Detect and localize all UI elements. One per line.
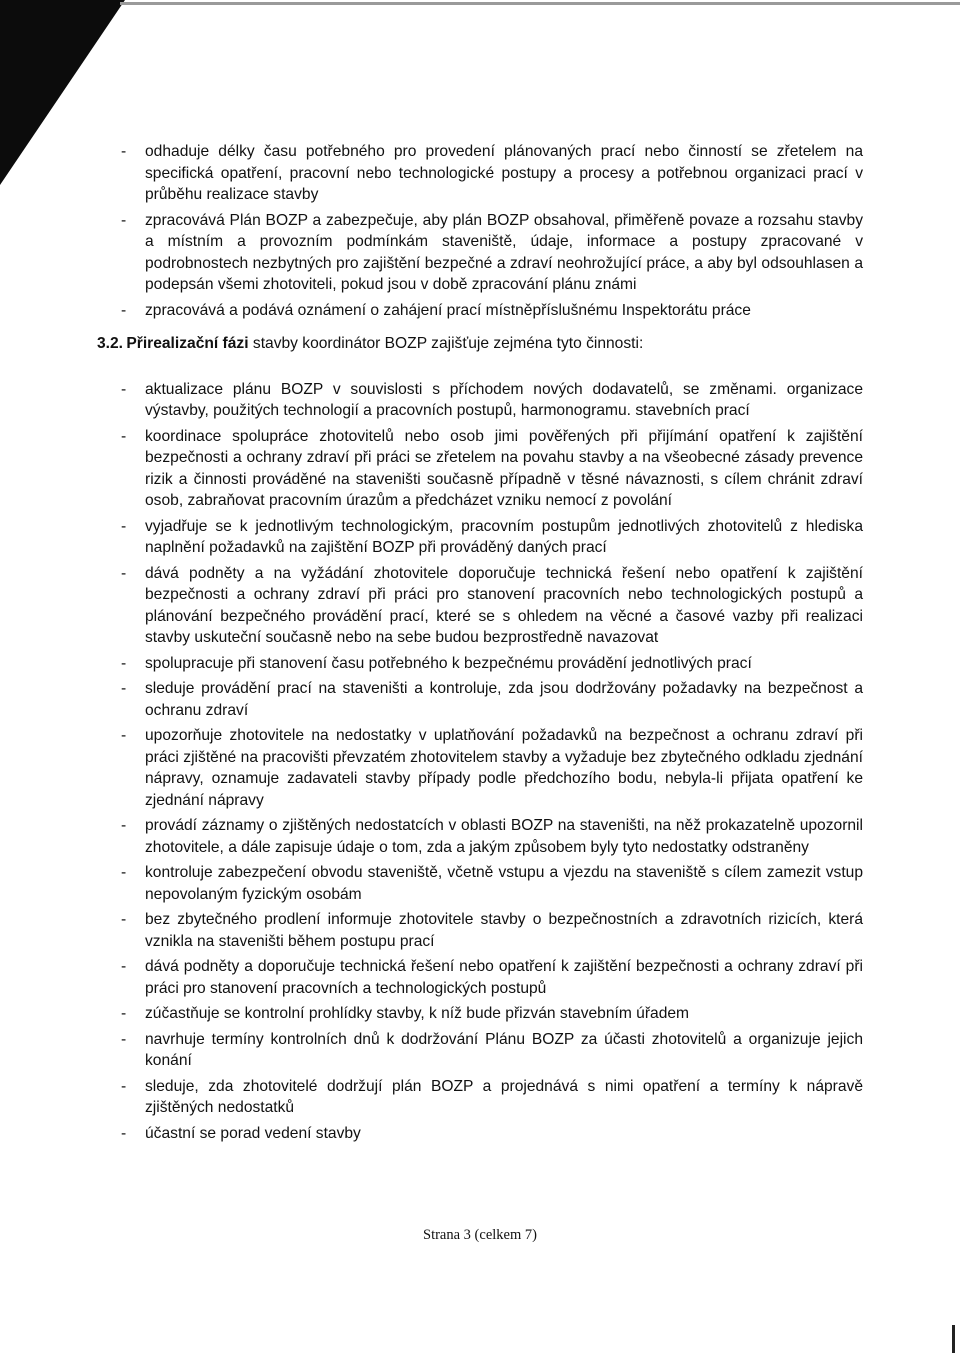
list-item-text: dává podněty a na vyžádání zhotovitele doporučuje technická řešení nebo opatření k zajištění bezpečnosti a ochrany zdraví při práci pro stanovení pracovních nebo technologických postupů a plánování bezpečného provádění prací, které se s ohledem na věcné a časové vazby při realizaci stavby uskuteční současně nebo na sebe budou bezprostředně navazovat: [145, 564, 863, 646]
list-item-text: aktualizace plánu BOZP v souvislosti s příchodem nových dodavatelů, se změnami. organizace výstavby, použitých technologií a pracovních postupů, harmonogramu. stavebních prací: [145, 380, 863, 419]
bullet-dash: -: [121, 564, 127, 582]
list-item: [118, 141, 863, 206]
section-phase-label: Přirealizační fázi: [126, 335, 249, 352]
list-item: [118, 300, 863, 322]
list-item-text: spolupracuje při stanovení času potřebného k bezpečnému provádění jednotlivých prací: [145, 654, 752, 672]
section-number: 3.2.: [97, 335, 124, 352]
scan-top-edge: [120, 2, 960, 5]
bullet-dash: -: [121, 1005, 127, 1022]
list-item: [118, 1076, 863, 1119]
list-item-text: zpracovává a podává oznámení o zahájení prací místněpříslušnému Inspektorátu práce: [145, 301, 751, 319]
list-item: [118, 516, 863, 559]
bullet-dash: -: [121, 1124, 127, 1142]
list-item: [118, 956, 863, 999]
list-item-text: koordinace spolupráce zhotovitelů nebo osob jimi pověřených při přijímání opatření k zajištění bezpečnosti a ochrany zdraví při práci se zřetelem na povahu stavby a na všeobecné zásady prevence rizik a činnosti prováděné na staveništi současně případně v těsné návaznosti, s cílem chránit zdraví osob, zabraňovat pracovním úrazům a předcházet vzniku nemocí z povolání: [145, 427, 863, 509]
list-item-text: sleduje provádění prací na staveništi a kontroluje, zda jsou dodržovány požadavky na bezpečnost a ochranu zdraví: [145, 680, 863, 719]
list-item-text: upozorňuje zhotovitele na nedostatky v uplatňování požadavků na bezpečnost a ochranu zdraví při práci zjištěné na pracovišti převzatém zhotovitelem stavby a vyžaduje bez zbytečného odkladu zjednání nápravy, oznamuje zadavateli stavby případy podle předchozího bodu, nebyla-li přijata opatření ke zjednání nápravy: [145, 727, 863, 809]
bullet-dash: -: [121, 864, 127, 881]
bullet-dash: -: [121, 817, 127, 834]
document-body: [97, 141, 863, 1148]
bullet-dash: -: [121, 680, 127, 697]
section-heading-text: stavby koordinátor BOZP zajišťuje zejména tyto činnosti:: [248, 335, 644, 352]
list-item-text: bez zbytečného prodlení informuje zhotovitele stavby o bezpečnostních a zdravotních rizicích, která vznikla na staveništi během postupu prací: [145, 911, 863, 950]
bullet-dash: -: [121, 1030, 127, 1048]
list-item-text: navrhuje termíny kontrolních dnů k dodržování Plánu BOZP za účasti zhotovitelů a organizuje jejich konání: [145, 1030, 863, 1069]
duty-list-b: [118, 379, 863, 1145]
list-item-text: dává podněty a doporučuje technická řešení nebo opatření k zajištění bezpečnosti a ochrany zdraví při práci pro stanovení pracovních a technologických postupů: [145, 958, 863, 997]
list-item-text: kontroluje zabezpečení obvodu staveniště, včetně vstupu a vjezdu na staveniště s cílem zamezit vstup nepovolaným fyzickým osobám: [145, 864, 863, 903]
scan-edge-mark: [952, 1325, 955, 1353]
list-item-text: provádí záznamy o zjištěných nedostatcích v oblasti BOZP na staveništi, na něž prokazatelně upozornil zhotovitele, a dále zapisuje údaje o tom, zda a jakým způsobem byly tyto nedostatky odstraněny: [145, 817, 863, 856]
list-item: [118, 1123, 863, 1145]
bullet-dash: -: [121, 958, 127, 975]
list-item-text: zúčastňuje se kontrolní prohlídky stavby, k níž bude přizván stavebním úřadem: [145, 1005, 690, 1022]
bullet-dash: -: [121, 427, 127, 445]
bullet-dash: -: [121, 727, 127, 744]
list-item: [118, 426, 863, 512]
list-item: [118, 563, 863, 649]
bullet-dash: -: [121, 911, 127, 928]
list-item-text: účastní se porad vedení stavby: [145, 1124, 361, 1142]
list-item: [118, 909, 863, 952]
bullet-dash: -: [121, 1077, 127, 1095]
bullet-dash: -: [121, 301, 127, 319]
bullet-dash: -: [121, 211, 127, 229]
list-item: [118, 1029, 863, 1072]
section-heading: [97, 333, 863, 355]
bullet-dash: -: [121, 380, 127, 398]
page-footer: Strana 3 (celkem 7): [423, 1227, 537, 1243]
list-item: [118, 862, 863, 905]
list-item-text: sleduje, zda zhotovitelé dodržují plán BOZP a projednává s nimi opatření a termíny k nápravě zjištěných nedostatků: [145, 1077, 863, 1116]
list-item-text: odhaduje délky času potřebného pro provedení plánovaných prací nebo činností se zřetelem na specifická opatření, pracovní nebo technologické postupy a procesy a potřebnou organizaci prací v průběhu realizace stavby: [145, 143, 863, 203]
list-item: [118, 1003, 863, 1025]
list-item: [118, 815, 863, 858]
list-item: [118, 725, 863, 811]
list-item-text: zpracovává Plán BOZP a zabezpečuje, aby plán BOZP obsahoval, přiměřeně povaze a rozsahu stavby a místním a provozním podmínkám staveniště, údaje, informace a postupy zpracované v podrobnostech nezbytných pro zajištění bezpečné a zdraví neohrožující práce, a aby byl odsouhlasen a podepsán všemi zhotoviteli, pokud jsou v době zpracování plánu známi: [145, 211, 863, 293]
bullet-dash: -: [121, 654, 127, 672]
list-item: [118, 210, 863, 296]
list-item: [118, 678, 863, 721]
list-item: [118, 653, 863, 675]
bullet-dash: -: [121, 517, 127, 535]
list-item-text: vyjadřuje se k jednotlivým technologickým, pracovním postupům jednotlivých zhotovitelů z hlediska naplnění požadavků na zajištění BOZP při prováděný daných prací: [145, 517, 863, 556]
scan-corner-shadow: [0, 0, 125, 185]
duty-list-a: [118, 141, 863, 321]
bullet-dash: -: [121, 143, 127, 160]
list-item: [118, 379, 863, 422]
